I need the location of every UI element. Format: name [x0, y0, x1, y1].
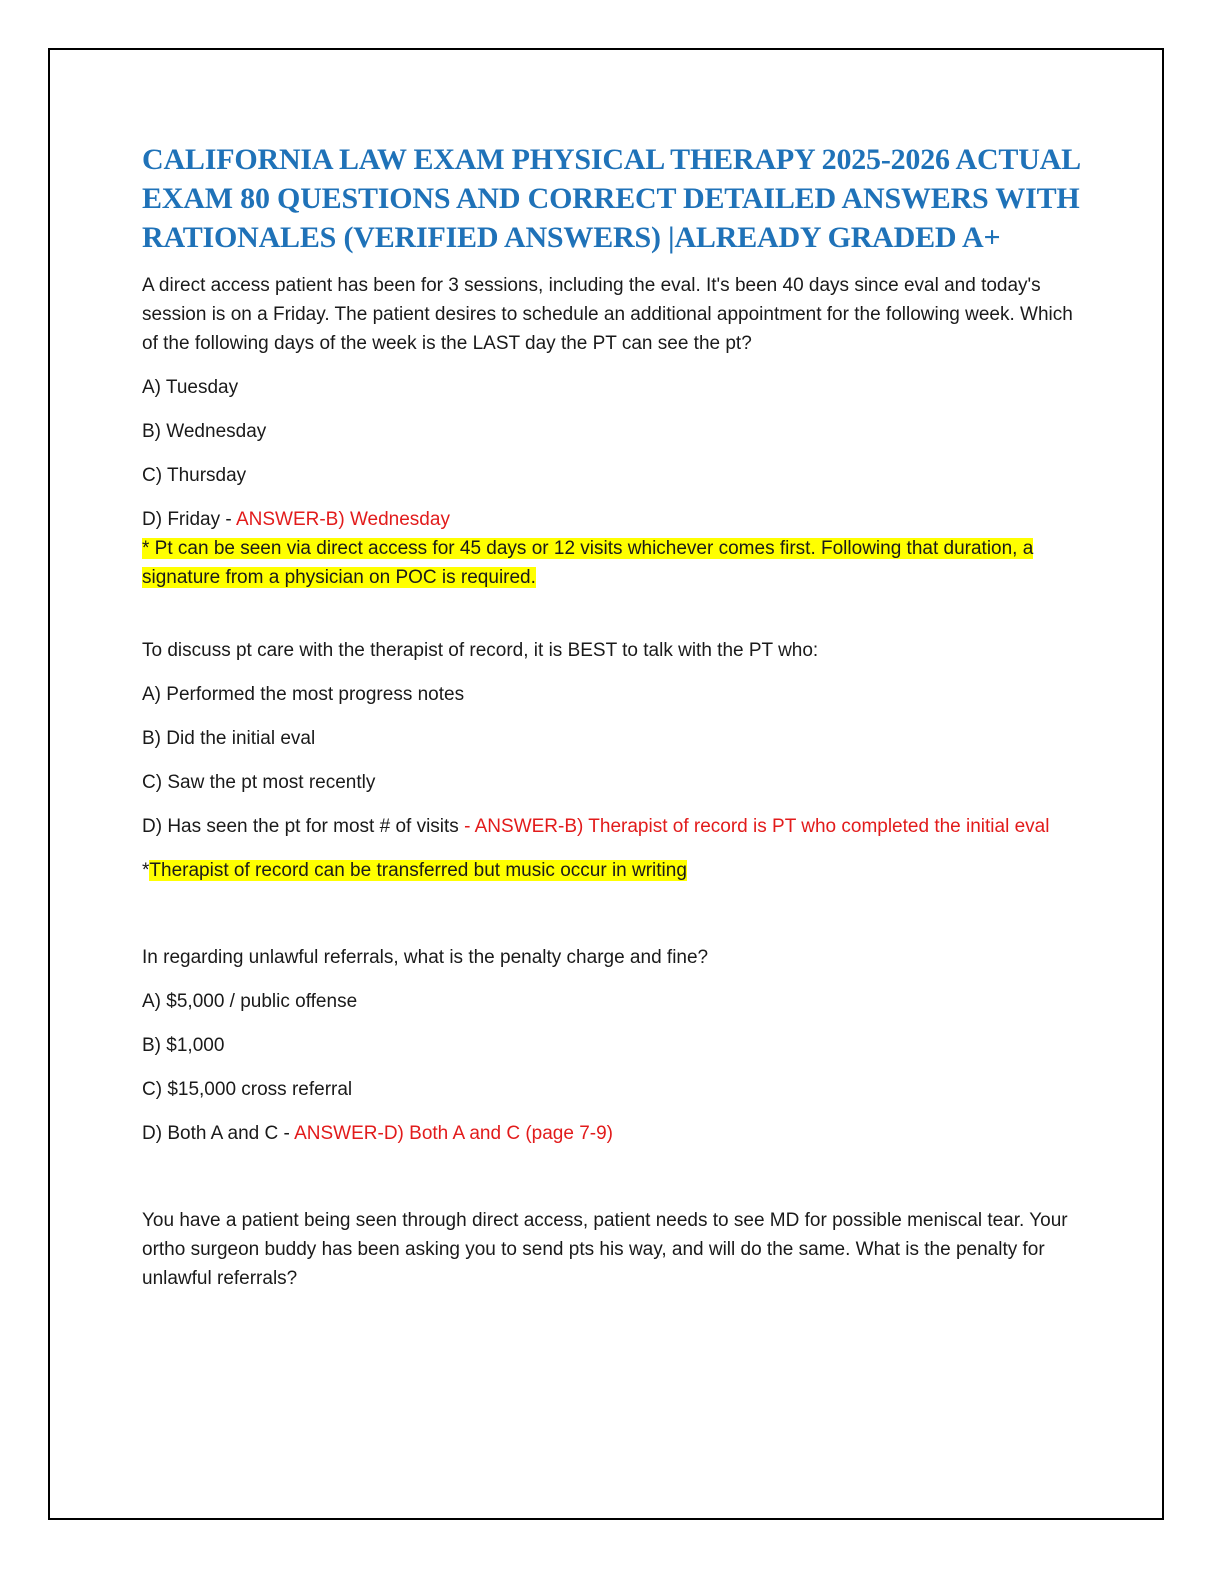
question-1-rationale [142, 534, 1082, 592]
question-1-rationale-text: * Pt can be seen via direct access for 45 days or 12 visits whichever comes first. Following that duration, a signature from a physician on POC is required. [142, 538, 1034, 588]
question-3-answer: ANSWER-D) Both A and C (page 7-9) [294, 1123, 614, 1144]
question-1-option-d [142, 505, 1082, 534]
document-title: CALIFORNIA LAW EXAM PHYSICAL THERAPY 2025-2026 ACTUAL EXAM 80 QUESTIONS AND CORRECT DETAILED ANSWERS WITH RATIONALES (VERIFIED ANSWERS) |ALREADY GRADED A+ [142, 143, 1080, 254]
question-2-rationale [142, 856, 1082, 885]
question-3-option-c: C) $15,000 cross referral [142, 1079, 353, 1100]
question-1-text: A direct access patient has been for 3 sessions, including the eval. It's been 40 days since eval and today's session is on a Friday. The patient desires to schedule an additional appointment for the following week. Which of the following days of the week is the LAST day the PT can see the pt? [142, 275, 1073, 354]
spacer [142, 1148, 1082, 1206]
question-2-rationale-text: Therapist of record can be transferred but music occur in writing [149, 860, 687, 881]
question-2-option-a: A) Performed the most progress notes [142, 684, 465, 705]
spacer [142, 885, 1082, 943]
question-3-option-d [142, 1119, 1082, 1148]
question-2-option-c: C) Saw the pt most recently [142, 772, 376, 793]
question-3-option-a: A) $5,000 / public offense [142, 991, 358, 1012]
question-1-option-b: B) Wednesday [142, 421, 267, 442]
question-2-option-d [142, 812, 1082, 841]
question-2-option-d-label: D) Has seen the pt for most # of visits [142, 816, 465, 837]
question-3-option-b: B) $1,000 [142, 1035, 225, 1056]
question-3-option-d-label: D) Both A and C - [142, 1123, 295, 1144]
question-1-option-c: C) Thursday [142, 465, 247, 486]
question-2-answer: - ANSWER-B) Therapist of record is PT who completed the initial eval [464, 816, 1050, 837]
spacer [142, 592, 1082, 636]
question-3-text: In regarding unlawful referrals, what is the penalty charge and fine? [142, 947, 709, 968]
question-2-option-b: B) Did the initial eval [142, 728, 316, 749]
question-4-text: You have a patient being seen through direct access, patient needs to see MD for possible meniscal tear. Your ortho surgeon buddy has been asking you to send pts his way, and will do the same. What is the penalty for unlawful referrals? [142, 1210, 1068, 1289]
question-1-answer: ANSWER-B) Wednesday [235, 509, 450, 530]
question-1-option-d-label: D) Friday - [142, 509, 236, 530]
document-body [142, 140, 1082, 1308]
question-1-option-a: A) Tuesday [142, 377, 239, 398]
question-2-rationale-prefix: * [142, 860, 150, 881]
question-2-text: To discuss pt care with the therapist of record, it is BEST to talk with the PT who: [142, 640, 819, 661]
